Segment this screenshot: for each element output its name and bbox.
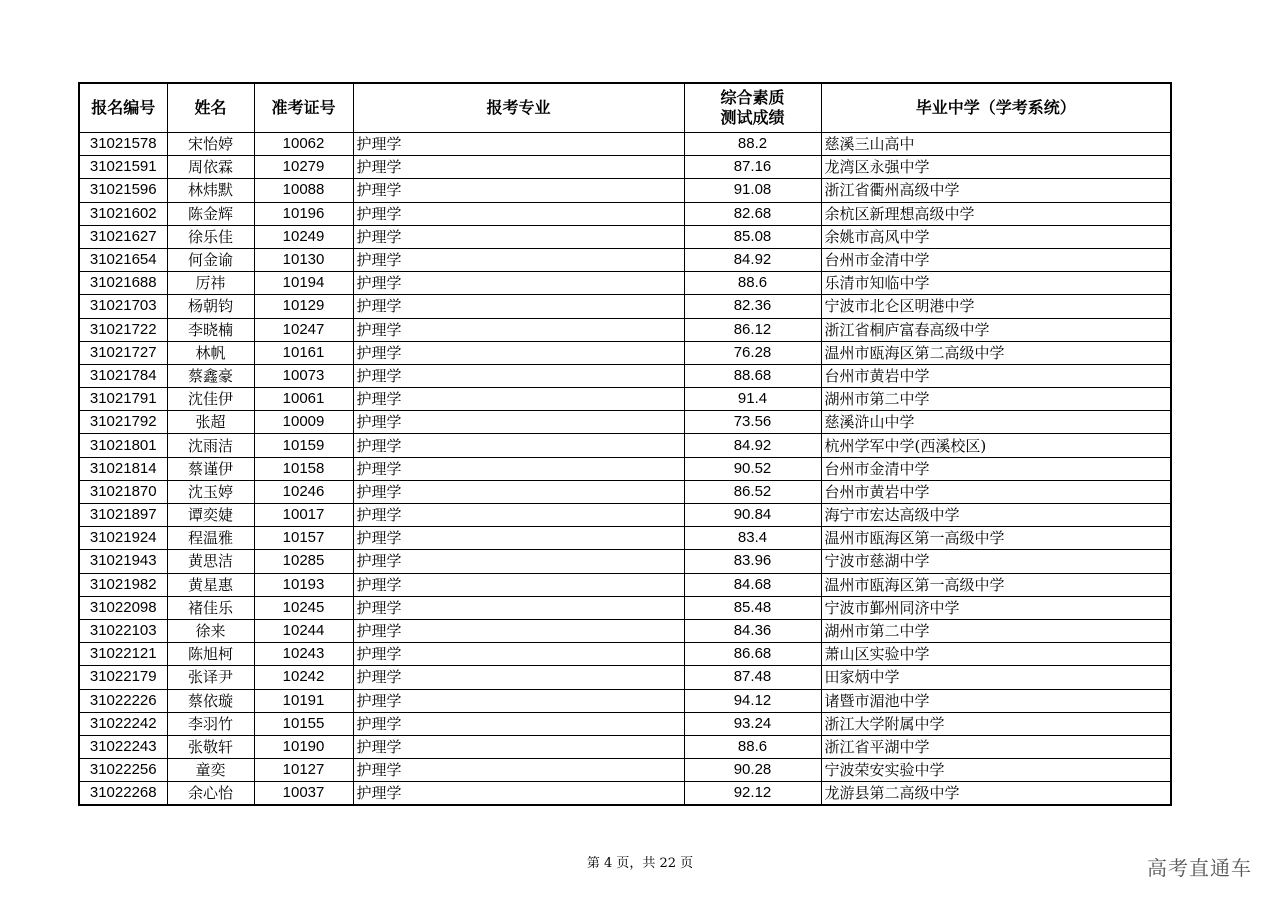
table-row (79, 596, 1171, 619)
cell-score: 88.2 (684, 133, 821, 156)
cell-ticket: 10129 (254, 295, 353, 318)
cell-school: 宁波荣安实验中学 (821, 759, 1171, 782)
cell-id: 31021943 (79, 550, 167, 573)
cell-name: 林炜默 (167, 179, 254, 202)
cell-ticket: 10155 (254, 712, 353, 735)
cell-id: 31021591 (79, 156, 167, 179)
table-row (79, 759, 1171, 782)
cell-id: 31021791 (79, 388, 167, 411)
cell-ticket: 10194 (254, 272, 353, 295)
cell-ticket: 10009 (254, 411, 353, 434)
cell-score: 94.12 (684, 689, 821, 712)
cell-school: 乐清市知临中学 (821, 272, 1171, 295)
cell-school: 慈溪三山高中 (821, 133, 1171, 156)
page-number: 第 4 页，共 22 页 (586, 856, 694, 871)
cell-ticket: 10088 (254, 179, 353, 202)
cell-school: 湖州市第二中学 (821, 619, 1171, 642)
cell-id: 31021784 (79, 364, 167, 387)
cell-major: 护理学 (353, 248, 684, 271)
cell-name: 童奕 (167, 759, 254, 782)
table-row (79, 295, 1171, 318)
cell-major: 护理学 (353, 434, 684, 457)
cell-ticket: 10061 (254, 388, 353, 411)
table-row (79, 527, 1171, 550)
table-row (79, 341, 1171, 364)
cell-school: 余姚市高风中学 (821, 225, 1171, 248)
header-school: 毕业中学（学考系统） (821, 83, 1171, 133)
cell-school: 台州市黄岩中学 (821, 364, 1171, 387)
table-row (79, 156, 1171, 179)
cell-school: 海宁市宏达高级中学 (821, 504, 1171, 527)
cell-school: 台州市黄岩中学 (821, 480, 1171, 503)
cell-school: 浙江省衢州高级中学 (821, 179, 1171, 202)
cell-id: 31021982 (79, 573, 167, 596)
cell-name: 张译尹 (167, 666, 254, 689)
table-row (79, 480, 1171, 503)
cell-score: 91.08 (684, 179, 821, 202)
cell-id: 31021654 (79, 248, 167, 271)
cell-name: 褚佳乐 (167, 596, 254, 619)
table-row (79, 712, 1171, 735)
cell-score: 86.12 (684, 318, 821, 341)
cell-id: 31022268 (79, 782, 167, 806)
table-header-row (79, 83, 1171, 133)
cell-major: 护理学 (353, 364, 684, 387)
cell-name: 周依霖 (167, 156, 254, 179)
header-id: 报名编号 (79, 83, 167, 133)
cell-ticket: 10245 (254, 596, 353, 619)
cell-major: 护理学 (353, 318, 684, 341)
table-row (79, 202, 1171, 225)
cell-name: 沈雨洁 (167, 434, 254, 457)
cell-major: 护理学 (353, 782, 684, 806)
table-row (79, 573, 1171, 596)
admission-results-table (78, 82, 1172, 806)
cell-id: 31021596 (79, 179, 167, 202)
table-row (79, 504, 1171, 527)
cell-ticket: 10243 (254, 643, 353, 666)
cell-ticket: 10161 (254, 341, 353, 364)
cell-name: 陈金辉 (167, 202, 254, 225)
cell-id: 31021727 (79, 341, 167, 364)
cell-major: 护理学 (353, 388, 684, 411)
cell-major: 护理学 (353, 643, 684, 666)
cell-major: 护理学 (353, 759, 684, 782)
cell-score: 85.08 (684, 225, 821, 248)
cell-name: 程温雅 (167, 527, 254, 550)
cell-name: 陈旭柯 (167, 643, 254, 666)
cell-ticket: 10073 (254, 364, 353, 387)
cell-score: 83.4 (684, 527, 821, 550)
table-row (79, 434, 1171, 457)
cell-school: 温州市瓯海区第一高级中学 (821, 527, 1171, 550)
cell-score: 90.28 (684, 759, 821, 782)
cell-id: 31022243 (79, 735, 167, 758)
cell-id: 31021924 (79, 527, 167, 550)
cell-major: 护理学 (353, 550, 684, 573)
cell-major: 护理学 (353, 272, 684, 295)
table-row (79, 318, 1171, 341)
cell-score: 84.68 (684, 573, 821, 596)
cell-ticket: 10244 (254, 619, 353, 642)
cell-major: 护理学 (353, 504, 684, 527)
cell-score: 90.52 (684, 457, 821, 480)
cell-ticket: 10062 (254, 133, 353, 156)
cell-ticket: 10196 (254, 202, 353, 225)
cell-score: 84.92 (684, 248, 821, 271)
cell-id: 31021801 (79, 434, 167, 457)
cell-ticket: 10130 (254, 248, 353, 271)
cell-major: 护理学 (353, 527, 684, 550)
cell-school: 慈溪浒山中学 (821, 411, 1171, 434)
cell-school: 台州市金清中学 (821, 457, 1171, 480)
cell-major: 护理学 (353, 133, 684, 156)
cell-major: 护理学 (353, 666, 684, 689)
header-score (684, 83, 821, 133)
cell-name: 何金谕 (167, 248, 254, 271)
cell-ticket: 10190 (254, 735, 353, 758)
cell-score: 88.6 (684, 735, 821, 758)
header-score-line2: 测试成绩 (720, 108, 785, 127)
cell-school: 浙江省平湖中学 (821, 735, 1171, 758)
table-row (79, 457, 1171, 480)
cell-score: 93.24 (684, 712, 821, 735)
cell-major: 护理学 (353, 179, 684, 202)
cell-major: 护理学 (353, 411, 684, 434)
cell-name: 张超 (167, 411, 254, 434)
cell-ticket: 10159 (254, 434, 353, 457)
cell-id: 31021602 (79, 202, 167, 225)
cell-id: 31022256 (79, 759, 167, 782)
cell-id: 31021627 (79, 225, 167, 248)
cell-name: 李羽竹 (167, 712, 254, 735)
cell-score: 86.52 (684, 480, 821, 503)
cell-major: 护理学 (353, 156, 684, 179)
cell-ticket: 10191 (254, 689, 353, 712)
table-row (79, 666, 1171, 689)
cell-ticket: 10127 (254, 759, 353, 782)
cell-school: 杭州学军中学(西溪校区) (821, 434, 1171, 457)
table-row (79, 550, 1171, 573)
cell-school: 温州市瓯海区第一高级中学 (821, 573, 1171, 596)
header-name: 姓名 (167, 83, 254, 133)
cell-name: 徐来 (167, 619, 254, 642)
cell-major: 护理学 (353, 295, 684, 318)
table-row (79, 689, 1171, 712)
cell-ticket: 10246 (254, 480, 353, 503)
cell-school: 田家炳中学 (821, 666, 1171, 689)
cell-major: 护理学 (353, 619, 684, 642)
cell-name: 蔡鑫豪 (167, 364, 254, 387)
cell-name: 宋怡婷 (167, 133, 254, 156)
table-row (79, 411, 1171, 434)
table-row (79, 179, 1171, 202)
cell-major: 护理学 (353, 712, 684, 735)
cell-ticket: 10247 (254, 318, 353, 341)
cell-school: 诸暨市湄池中学 (821, 689, 1171, 712)
cell-id: 31021578 (79, 133, 167, 156)
cell-school: 台州市金清中学 (821, 248, 1171, 271)
header-major: 报考专业 (353, 83, 684, 133)
cell-name: 李晓楠 (167, 318, 254, 341)
cell-ticket: 10249 (254, 225, 353, 248)
cell-school: 余杭区新理想高级中学 (821, 202, 1171, 225)
cell-score: 84.92 (684, 434, 821, 457)
table-row (79, 133, 1171, 156)
watermark: 高考直通车 (1147, 856, 1252, 880)
cell-score: 90.84 (684, 504, 821, 527)
cell-score: 86.68 (684, 643, 821, 666)
cell-school: 湖州市第二中学 (821, 388, 1171, 411)
cell-major: 护理学 (353, 457, 684, 480)
cell-name: 厉祎 (167, 272, 254, 295)
cell-major: 护理学 (353, 225, 684, 248)
cell-school: 宁波市慈湖中学 (821, 550, 1171, 573)
cell-name: 沈佳伊 (167, 388, 254, 411)
cell-ticket: 10285 (254, 550, 353, 573)
cell-id: 31022179 (79, 666, 167, 689)
cell-score: 87.16 (684, 156, 821, 179)
cell-score: 85.48 (684, 596, 821, 619)
cell-score: 88.68 (684, 364, 821, 387)
cell-score: 91.4 (684, 388, 821, 411)
cell-major: 护理学 (353, 735, 684, 758)
cell-id: 31021688 (79, 272, 167, 295)
cell-ticket: 10279 (254, 156, 353, 179)
cell-school: 萧山区实验中学 (821, 643, 1171, 666)
table-row (79, 364, 1171, 387)
table-row (79, 272, 1171, 295)
cell-name: 黄星惠 (167, 573, 254, 596)
cell-id: 31021870 (79, 480, 167, 503)
cell-school: 宁波市鄞州同济中学 (821, 596, 1171, 619)
cell-id: 31022242 (79, 712, 167, 735)
cell-ticket: 10017 (254, 504, 353, 527)
cell-major: 护理学 (353, 480, 684, 503)
cell-id: 31021722 (79, 318, 167, 341)
cell-name: 杨朝钧 (167, 295, 254, 318)
cell-major: 护理学 (353, 202, 684, 225)
cell-score: 84.36 (684, 619, 821, 642)
cell-ticket: 10242 (254, 666, 353, 689)
cell-id: 31022098 (79, 596, 167, 619)
cell-major: 护理学 (353, 689, 684, 712)
cell-name: 张敬轩 (167, 735, 254, 758)
cell-id: 31021703 (79, 295, 167, 318)
cell-score: 82.36 (684, 295, 821, 318)
cell-name: 谭奕婕 (167, 504, 254, 527)
cell-id: 31021897 (79, 504, 167, 527)
cell-name: 沈玉婷 (167, 480, 254, 503)
table-row (79, 388, 1171, 411)
table-row (79, 248, 1171, 271)
cell-ticket: 10037 (254, 782, 353, 806)
table-body (79, 133, 1171, 806)
table-row (79, 735, 1171, 758)
cell-name: 黄思洁 (167, 550, 254, 573)
cell-name: 蔡依璇 (167, 689, 254, 712)
cell-major: 护理学 (353, 573, 684, 596)
cell-id: 31021814 (79, 457, 167, 480)
table-row (79, 619, 1171, 642)
cell-name: 蔡谨伊 (167, 457, 254, 480)
header-ticket: 准考证号 (254, 83, 353, 133)
cell-major: 护理学 (353, 596, 684, 619)
cell-id: 31021792 (79, 411, 167, 434)
cell-id: 31022226 (79, 689, 167, 712)
cell-school: 宁波市北仑区明港中学 (821, 295, 1171, 318)
cell-name: 徐乐佳 (167, 225, 254, 248)
cell-school: 浙江大学附属中学 (821, 712, 1171, 735)
cell-major: 护理学 (353, 341, 684, 364)
cell-score: 83.96 (684, 550, 821, 573)
table-row (79, 782, 1171, 806)
cell-score: 76.28 (684, 341, 821, 364)
table-row (79, 225, 1171, 248)
cell-score: 87.48 (684, 666, 821, 689)
cell-score: 88.6 (684, 272, 821, 295)
cell-school: 浙江省桐庐富春高级中学 (821, 318, 1171, 341)
cell-name: 林帆 (167, 341, 254, 364)
cell-school: 龙湾区永强中学 (821, 156, 1171, 179)
cell-score: 92.12 (684, 782, 821, 806)
cell-name: 余心怡 (167, 782, 254, 806)
cell-ticket: 10157 (254, 527, 353, 550)
cell-id: 31022103 (79, 619, 167, 642)
cell-score: 73.56 (684, 411, 821, 434)
cell-ticket: 10158 (254, 457, 353, 480)
table-row (79, 643, 1171, 666)
header-score-line1: 综合素质 (720, 88, 785, 107)
cell-school: 温州市瓯海区第二高级中学 (821, 341, 1171, 364)
cell-school: 龙游县第二高级中学 (821, 782, 1171, 806)
cell-ticket: 10193 (254, 573, 353, 596)
cell-id: 31022121 (79, 643, 167, 666)
cell-score: 82.68 (684, 202, 821, 225)
